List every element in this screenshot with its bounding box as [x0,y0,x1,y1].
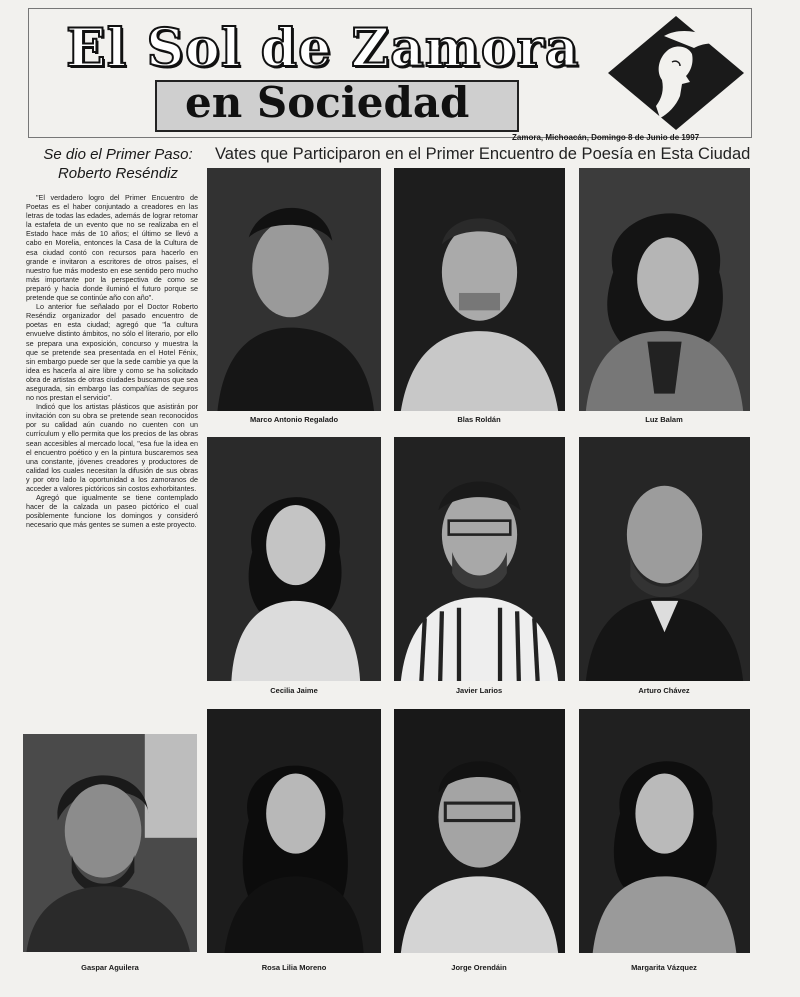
photo-caption: Luz Balam [645,415,683,424]
portrait-photo [207,437,381,681]
portrait-photo [207,168,381,411]
article-title: Se dio el Primer Paso: Roberto Reséndiz [43,146,193,182]
photo-caption: Blas Roldán [457,415,501,424]
portrait-photo [394,437,565,681]
article-body [26,193,198,723]
portrait-photo [579,168,750,411]
article-paragraph: Indicó que los artistas plásticos que asistirán por invitación con su obra se pretende sean reconocidos por su calidad aún cuando no cuenten con un currículum y ello permita que los precios de las obras sean accesibles al mercado local, "esa fue la idea en el encuentro poético y en la pintura buscaremos sea una constante, jóvenes creadores y productores de calidad los cuales necesitan la difusión de sus obras y por otro lado la oportunidad a los zamoranos de acceder a valores pictóricos sin costos exhorbitantes. [26,402,198,493]
article-paragraph: Agregó que igualmente se tiene contemplado hacer de la calzada un paseo pictórico el cual posiblemente funcione los domingos y consideró necesario que más gentes se sumen a este proyecto. [26,493,198,530]
page-headline: Vates que Participaron en el Primer Encuentro de Poesía en Esta Ciudad [215,145,751,163]
photo-caption: Javier Larios [455,686,503,695]
section-title: en Sociedad [185,78,470,127]
portrait-photo [23,734,197,952]
portrait-photo [579,709,750,953]
photo-caption: Gaspar Aguilera [81,963,139,972]
portrait-photo [579,437,750,681]
portrait-photo [394,709,565,953]
portrait-photo [207,709,381,953]
masthead-title: El Sol de Zamora [66,18,580,79]
newspaper-logo-icon [606,14,746,132]
photo-caption: Marco Antonio Regalado [249,415,339,424]
dateline: Zamora, Michoacán, Domingo 8 de Junio de 1997 [512,133,700,142]
article-paragraph: Lo anterior fue señalado por el Doctor Roberto Reséndiz organizador del pasado encuentro de poetas en esta ciudad; agregó que "la cultura envuelve distinto ámbitos, no sólo el literario, por ello se prepara una exposición, concurso y muestra la que se pretende sea presentada en el Hotel Fénix, sin embargo puede ser que la sede cambie ya que la idea es hacerla al aire libre y como se ha solicitado obra de artistas de otras ciudades buscamos que sea asegurada, sin embargo las compañías de seguros no nos prestan el servicio". [26,302,198,403]
photo-caption: Arturo Chávez [638,686,690,695]
photo-caption: Jorge Orendáin [451,963,507,972]
photo-caption: Cecilia Jaime [270,686,318,695]
article-paragraph: "El verdadero logro del Primer Encuentro de Poetas es el haber conjuntado a creadores en las letras de todas las edades, además de lograr retomar la estafeta de un evento que no se realizaba en el Estado hace más de 10 años; el último se llevó a cabo en Morelia, entonces la Casa de la Cultura de esa ciudad contó con recursos para hacerlo en grande e invitaron a escritores de otros países, el nuestro fue más modesto en ese sentido pero mucho más importante por la perspectiva de como se preparó y hacia donde iluminó el futuro porque se pretende que se continúe año con año". [26,193,198,303]
portrait-photo [394,168,565,411]
photo-caption: Rosa Lilia Moreno [261,963,327,972]
photo-caption: Margarita Vázquez [631,963,697,972]
